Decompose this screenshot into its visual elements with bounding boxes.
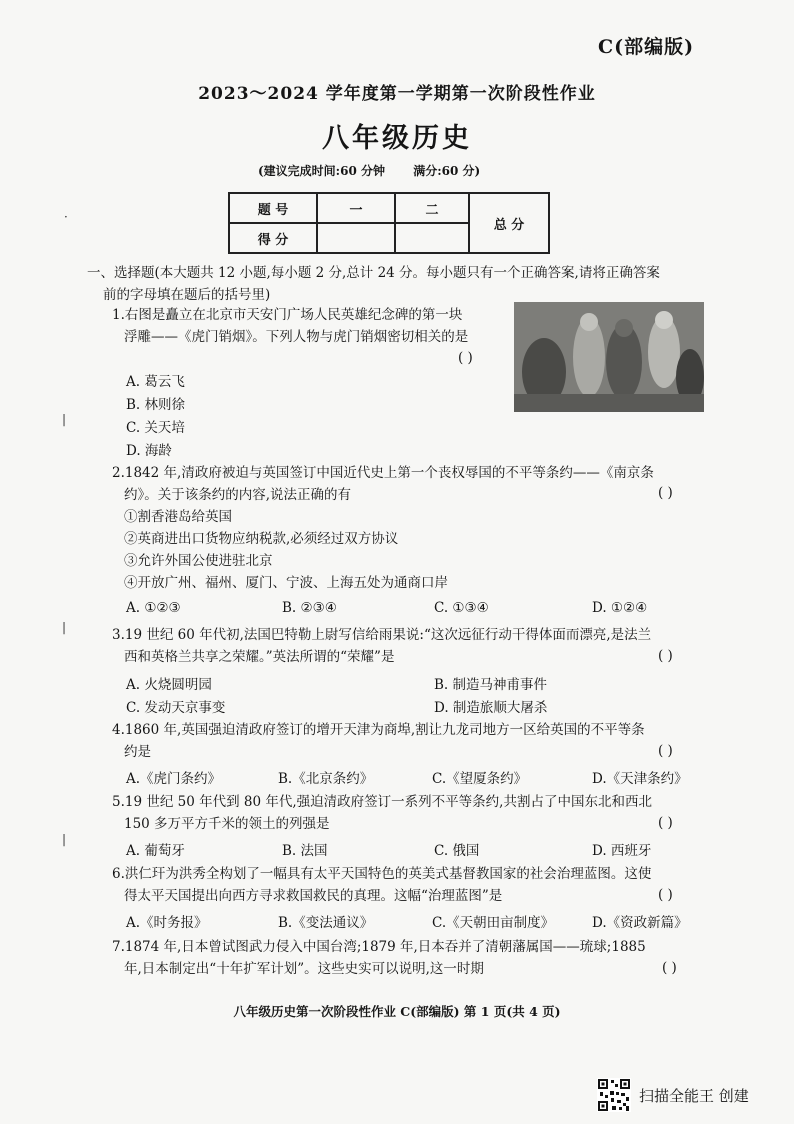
q7-line1: 7.1874 年,日本曾试图武力侵入中国台湾;1879 年,日本吞并了清朝藩属国——琉球;1885 — [112, 939, 646, 955]
section-heading-line2: 前的字母填在题后的括号里) — [103, 287, 271, 303]
q6-option-b[interactable]: B.《变法通议》 — [278, 915, 374, 931]
q2-line1: 2.1842 年,清政府被迫与英国签订中国近代史上第一个丧权辱国的不平等条约——《南京条 — [112, 465, 654, 481]
q5-option-c[interactable]: C. 俄国 — [434, 843, 480, 859]
subject-title: 八年级历史 — [322, 123, 472, 154]
edition-label: C(部编版) — [598, 36, 695, 58]
q5-line2: 150 多万平方千米的领土的列强是 — [124, 816, 330, 832]
qr-code-icon — [597, 1078, 631, 1112]
q1-option-a[interactable]: A. 葛云飞 — [126, 374, 185, 390]
relief-image — [514, 302, 704, 412]
question-5 — [112, 791, 712, 835]
q2-option-a[interactable]: A. ①②③ — [126, 600, 181, 616]
score-table-total: 总 分 — [469, 193, 549, 253]
q5-option-a[interactable]: A. 葡萄牙 — [126, 843, 185, 859]
score-cell-1[interactable] — [317, 223, 395, 253]
q6-line1: 6.洪仁玕为洪秀全构划了一幅具有太平天国特色的英美式基督教国家的社会治理蓝图。这使 — [112, 866, 652, 882]
q4-option-a[interactable]: A.《虎门条约》 — [126, 771, 222, 787]
q4-option-b[interactable]: B.《北京条约》 — [278, 771, 374, 787]
q2-line2: 约》。关于该条约的内容,说法正确的有 — [124, 487, 352, 503]
q5-option-b[interactable]: B. 法国 — [282, 843, 328, 859]
section-heading-line1: 一、选择题(本大题共 12 小题,每小题 2 分,总计 24 分。每小题只有一个正确答案,请将正确答案 — [87, 265, 660, 281]
q1-option-b[interactable]: B. 林则徐 — [126, 397, 186, 413]
q4-option-d[interactable]: D.《天津条约》 — [592, 771, 688, 787]
full-score: 满分:60 分) — [413, 164, 481, 178]
q3-line1: 3.19 世纪 60 年代初,法国巴特勒上尉写信给雨果说:“这次远征行动干得体面而漂亮,是法兰 — [112, 627, 652, 643]
q3-option-c[interactable]: C. 发动天京事变 — [126, 700, 226, 716]
q2-item-4: ④开放广州、福州、厦门、宁波、上海五处为通商口岸 — [124, 575, 448, 591]
q4-option-c[interactable]: C.《望厦条约》 — [432, 771, 528, 787]
question-7 — [112, 936, 712, 980]
q4-line2: 约是 — [124, 744, 151, 760]
question-2 — [112, 462, 712, 594]
score-table-row2-label: 得 分 — [229, 223, 317, 253]
q7-line2: 年,日本制定出“十年扩军计划”。这些史实可以说明,这一时期 — [124, 961, 484, 977]
score-table-row1-label: 题 号 — [229, 193, 317, 223]
q6-option-a[interactable]: A.《时务报》 — [126, 915, 208, 931]
q1-line1: 1.右图是矗立在北京市天安门广场人民英雄纪念碑的第一块 — [112, 307, 463, 323]
q1-option-d[interactable]: D. 海龄 — [126, 443, 172, 459]
q2-option-b[interactable]: B. ②③④ — [282, 600, 337, 616]
q5-option-d[interactable]: D. 西班牙 — [592, 843, 652, 859]
q4-answer-paren[interactable]: ( ) — [658, 743, 673, 759]
q2-item-1: ①割香港岛给英国 — [124, 509, 232, 525]
q3-line2: 西和英格兰共享之荣耀。”英法所谓的“荣耀”是 — [124, 649, 395, 665]
q1-line2: 浮雕——《虎门销烟》。下列人物与虎门销烟密切相关的是 — [124, 329, 469, 345]
q2-option-c[interactable]: C. ①③④ — [434, 600, 489, 616]
score-cell-2[interactable] — [395, 223, 469, 253]
section-heading — [87, 262, 709, 306]
q6-answer-paren[interactable]: ( ) — [658, 887, 673, 903]
q5-line1: 5.19 世纪 50 年代到 80 年代,强迫清政府签订一系列不平等条约,共割占了中国东北和西北 — [112, 794, 652, 810]
score-table — [228, 192, 550, 254]
q3-option-d[interactable]: D. 制造旅顺大屠杀 — [434, 700, 548, 716]
page-footer: 八年级历史第一次阶段性作业 C(部编版) 第 1 页(共 4 页) — [233, 1004, 561, 1019]
exam-title: 2023～2024 学年度第一学期第一次阶段性作业 — [198, 84, 596, 104]
score-table-col1: 一 — [317, 193, 395, 223]
q2-option-d[interactable]: D. ①②④ — [592, 600, 648, 616]
q2-item-2: ②英商进出口货物应纳税款,必须经过双方协议 — [124, 531, 399, 547]
scanner-label: 扫描全能王 创建 — [639, 1086, 749, 1105]
time-info — [258, 162, 504, 179]
q3-option-b[interactable]: B. 制造马神甫事件 — [434, 677, 548, 693]
margin-mark: | — [62, 832, 67, 846]
question-6 — [112, 863, 712, 907]
q6-option-c[interactable]: C.《天朝田亩制度》 — [432, 915, 555, 931]
q2-answer-paren[interactable]: ( ) — [658, 485, 673, 501]
q5-answer-paren[interactable]: ( ) — [658, 815, 673, 831]
scanner-watermark — [597, 1078, 749, 1112]
q4-line1: 4.1860 年,英国强迫清政府签订的增开天津为商埠,割让九龙司地方一区给英国的不平等条 — [112, 722, 645, 738]
q2-item-3: ③允许外国公使进驻北京 — [124, 553, 273, 569]
q6-option-d[interactable]: D.《资政新篇》 — [592, 915, 688, 931]
q6-line2: 得太平天国提出向西方寻求救国救民的真理。这幅“治理蓝图”是 — [124, 888, 503, 904]
q7-answer-paren[interactable]: ( ) — [662, 960, 677, 976]
question-3 — [112, 624, 712, 668]
time-suggest: (建议完成时间:60 分钟 — [258, 164, 385, 178]
margin-mark: | — [62, 412, 67, 426]
margin-mark: | — [62, 620, 67, 634]
q1-answer-paren[interactable]: ( ) — [458, 350, 473, 366]
question-1 — [112, 304, 512, 348]
margin-mark: · — [64, 210, 68, 224]
q3-answer-paren[interactable]: ( ) — [658, 648, 673, 664]
q3-option-a[interactable]: A. 火烧圆明园 — [126, 677, 212, 693]
score-table-col2: 二 — [395, 193, 469, 223]
question-4 — [112, 719, 712, 763]
q1-option-c[interactable]: C. 关天培 — [126, 420, 185, 436]
